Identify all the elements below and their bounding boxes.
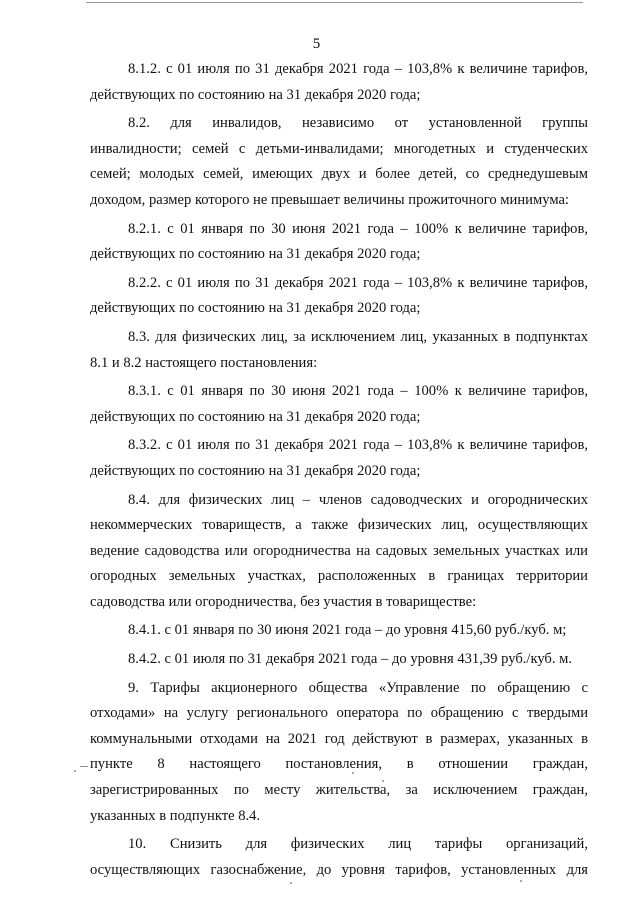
text-line: садоводства или огородничества, без участия в товариществе: [90, 593, 477, 610]
text-line: действующих по состоянию на 31 декабря 2020 года; [90, 408, 421, 425]
scan-speck [290, 882, 292, 884]
text-line: 8.1 и 8.2 настоящего постановления: [90, 354, 318, 371]
text-line: действующих по состоянию на 31 декабря 2020 года; [90, 246, 421, 263]
text-line: 9. Тарифы акционерного общества «Управление по обращению с [128, 679, 588, 696]
page-top-edge-line [86, 2, 583, 3]
paragraph-8-3 [90, 325, 588, 376]
text-line: указанных в подпункте 8.4. [90, 807, 261, 824]
text-line: действующих по состоянию на 31 декабря 2020 года; [90, 462, 421, 479]
paragraph-8-2 [90, 111, 588, 213]
paragraph-8-2-1 [90, 217, 588, 268]
text-line: пункте 8 настоящего постановления, в отношении граждан, [90, 756, 588, 773]
text-line: доходом, размер которого не превышает величины прожиточного минимума: [90, 191, 569, 208]
text-line: 8.4.2. с 01 июля по 31 декабря 2021 года – до уровня 431,39 руб./куб. м. [128, 651, 573, 668]
scan-speck [352, 772, 354, 774]
text-line: действующих по состоянию на 31 декабря 2020 года; [90, 86, 421, 103]
scan-speck [74, 770, 76, 772]
text-line: 8.2.1. с 01 января по 30 июня 2021 года – 100% к величине тарифов, [128, 220, 588, 237]
text-line: действующих по состоянию на 31 декабря 2020 года; [90, 300, 421, 317]
text-line: огородных земельных участках, расположенных в границах территории [90, 568, 588, 585]
page-number: 5 [312, 36, 321, 52]
text-line: отходами» на услугу регионального оператора по обращению с твердыми [90, 705, 588, 722]
paragraph-8-4-2 [90, 647, 588, 673]
paragraph-8-1-2 [90, 57, 588, 108]
text-line: 8.2.2. с 01 июля по 31 декабря 2021 года – 103,8% к величине тарифов, [128, 274, 588, 291]
text-line: 8.3.1. с 01 января по 30 июня 2021 года – 100% к величине тарифов, [128, 383, 588, 400]
scan-speck [382, 780, 384, 782]
text-line: 8.4.1. с 01 января по 30 июня 2021 года – до уровня 415,60 руб./куб. м; [128, 622, 567, 639]
text-line: 8.3. для физических лиц, за исключением лиц, указанных в подпунктах [128, 328, 588, 345]
text-line: некоммерческих товариществ, а также физических лиц, осуществляющих [90, 517, 588, 534]
scan-speck [80, 766, 88, 767]
text-line: осуществляющих газоснабжение, до уровня тарифов, установленных для [90, 861, 588, 878]
paragraph-8-4 [90, 488, 588, 616]
text-line: ведение садоводства или огородничества на садовых земельных участках или [90, 542, 588, 559]
paragraph-10 [90, 832, 588, 883]
paragraph-8-3-1 [90, 379, 588, 430]
paragraph-8-3-2 [90, 433, 588, 484]
paragraph-9 [90, 676, 588, 830]
text-line: коммунальными отходами на 2021 год действуют в размерах, указанных в [90, 730, 588, 747]
text-line: 8.2. для инвалидов, независимо от установленной группы [128, 115, 588, 132]
scan-speck [520, 880, 522, 882]
paragraph-8-4-1 [90, 618, 588, 644]
text-line: зарегистрированных по месту жительства, за исключением граждан, [90, 782, 588, 799]
text-line: 8.4. для физических лиц – членов садоводческих и огороднических [128, 491, 588, 508]
text-line: семей; молодых семей, имеющих двух и более детей, со среднедушевым [90, 166, 588, 183]
paragraph-8-2-2 [90, 271, 588, 322]
text-line: инвалидности; семей с детьми-инвалидами; многодетных и студенческих [90, 140, 588, 157]
text-line: 10. Снизить для физических лиц тарифы организаций, [128, 836, 588, 853]
text-line: 8.1.2. с 01 июля по 31 декабря 2021 года – 103,8% к величине тарифов, [128, 61, 588, 77]
document-body [90, 57, 588, 883]
text-line: 8.3.2. с 01 июля по 31 декабря 2021 года – 103,8% к величине тарифов, [128, 437, 588, 454]
